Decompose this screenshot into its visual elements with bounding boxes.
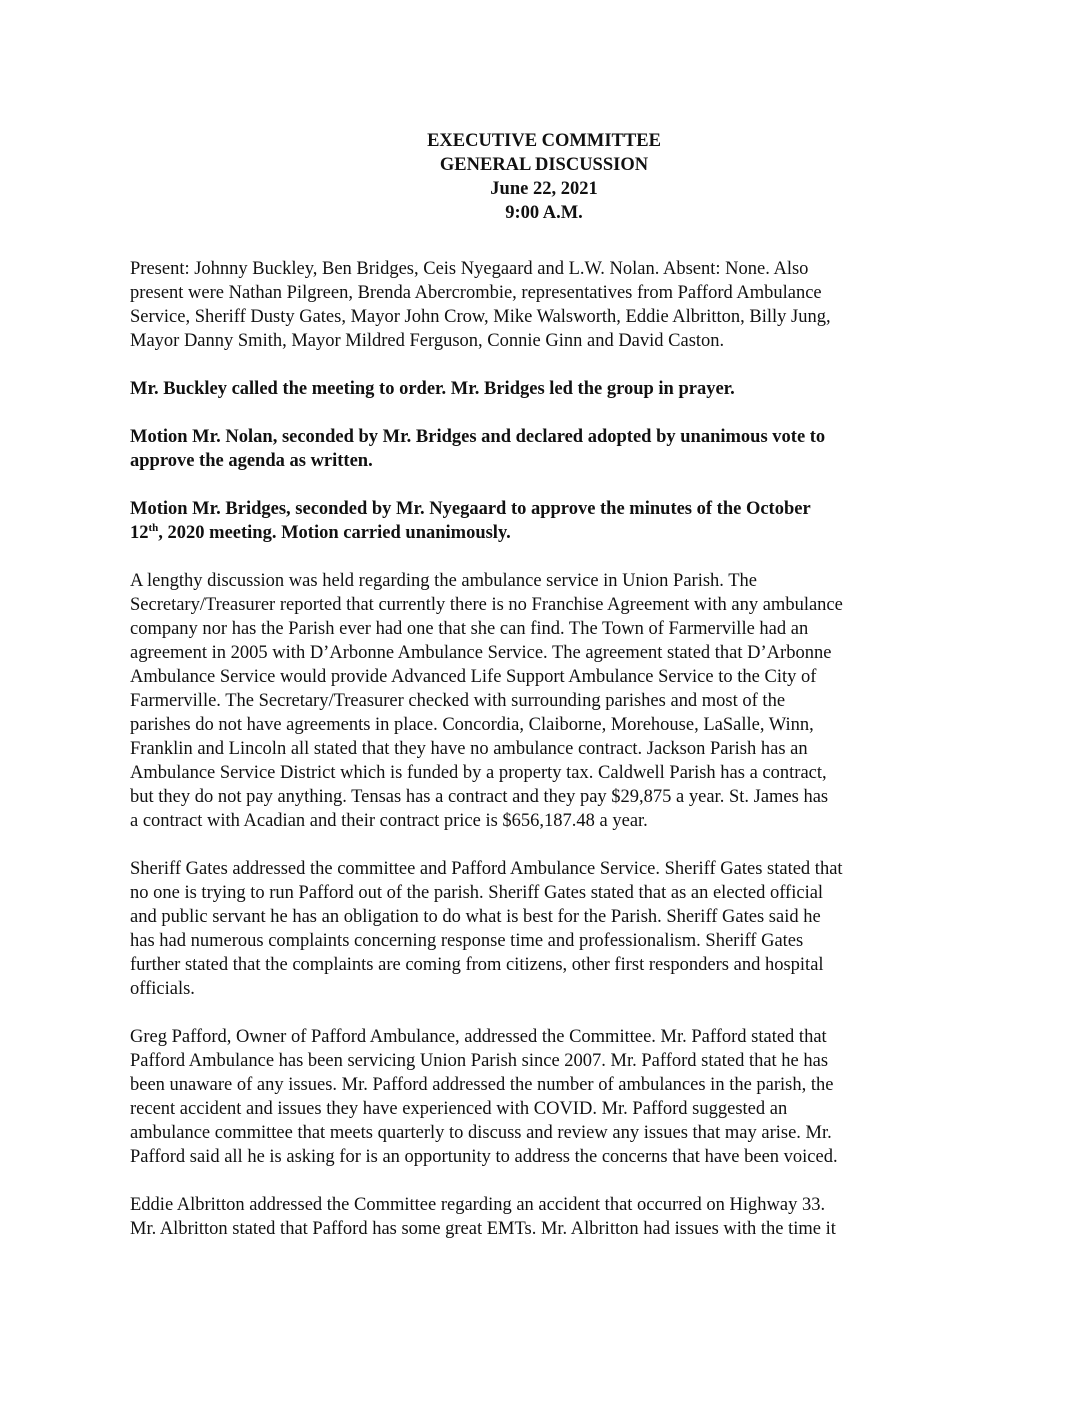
document-body [130,257,960,1265]
ambulance-discussion-line: agreement in 2005 with D’Arbonne Ambulance Service. The agreement stated that D’Arbonne [130,643,832,663]
call-to-order-line: Mr. Buckley called the meeting to order. Mr. Bridges led the group in prayer. [130,379,735,399]
sheriff-gates-paragraph [130,857,960,1001]
attendance-line: Present: Johnny Buckley, Ben Bridges, Ceis Nyegaard and L.W. Nolan. Absent: None. Also [130,259,809,279]
motion-minutes-line: Motion Mr. Bridges, seconded by Mr. Nyegaard to approve the minutes of the October [130,499,811,519]
meeting-date: June 22, 2021 [490,179,598,199]
attendance-paragraph [130,257,960,353]
motion-agenda-paragraph [130,425,960,473]
eddie-albritton-paragraph [130,1193,960,1241]
ambulance-discussion-line: a contract with Acadian and their contract price is $656,187.48 a year. [130,811,648,831]
ambulance-discussion-line: Farmerville. The Secretary/Treasurer checked with surrounding parishes and most of the [130,691,786,711]
sheriff-gates-line: officials. [130,979,195,999]
ambulance-discussion-line: but they do not pay anything. Tensas has a contract and they pay $29,875 a year. St. James has [130,787,829,807]
eddie-albritton-line: Mr. Albritton stated that Pafford has some great EMTs. Mr. Albritton had issues with the time it [130,1219,836,1239]
motion-agenda-line: Motion Mr. Nolan, seconded by Mr. Bridges and declared adopted by unanimous vote to [130,427,826,447]
sheriff-gates-line: no one is trying to run Pafford out of the parish. Sheriff Gates stated that as an elected official [130,883,824,903]
motion-minutes-paragraph [130,497,960,545]
minutes-date-rest: , 2020 meeting. Motion carried unanimously. [158,523,511,543]
document-header [0,129,1088,225]
greg-pafford-line: Greg Pafford, Owner of Pafford Ambulance, addressed the Committee. Mr. Pafford stated that [130,1027,827,1047]
header-title-line-2: GENERAL DISCUSSION [439,155,649,175]
greg-pafford-line: recent accident and issues they have experienced with COVID. Mr. Pafford suggested an [130,1099,788,1119]
greg-pafford-line: Pafford Ambulance has been servicing Union Parish since 2007. Mr. Pafford stated that he has [130,1051,829,1071]
sheriff-gates-line: and public servant he has an obligation to do what is best for the Parish. Sheriff Gates said he [130,907,821,927]
minutes-date-day: 12 [130,523,149,543]
attendance-line: Service, Sheriff Dusty Gates, Mayor John Crow, Mike Walsworth, Eddie Albritton, Billy Jung, [130,307,831,327]
sheriff-gates-line: has had numerous complaints concerning response time and professionalism. Sheriff Gates [130,931,804,951]
motion-minutes-line [130,521,960,545]
eddie-albritton-line: Eddie Albritton addressed the Committee regarding an accident that occurred on Highway 33. [130,1195,826,1215]
ambulance-discussion-line: Secretary/Treasurer reported that currently there is no Franchise Agreement with any ambulance [130,595,843,615]
ordinal-suffix: th [148,522,159,534]
ambulance-discussion-line: Ambulance Service would provide Advanced Life Support Ambulance Service to the City of [130,667,817,687]
sheriff-gates-line: Sheriff Gates addressed the committee and Pafford Ambulance Service. Sheriff Gates stated that [130,859,843,879]
ambulance-discussion-line: Ambulance Service District which is funded by a property tax. Caldwell Parish has a contract, [130,763,827,783]
greg-pafford-line: Pafford said all he is asking for is an opportunity to address the concerns that have been voiced. [130,1147,838,1167]
call-to-order-paragraph [130,377,960,401]
greg-pafford-line: ambulance committee that meets quarterly to discuss and review any issues that may arise. Mr. [130,1123,832,1143]
attendance-line: Mayor Danny Smith, Mayor Mildred Ferguson, Connie Ginn and David Caston. [130,331,725,351]
header-title-line-1: EXECUTIVE COMMITTEE [427,131,661,151]
ambulance-discussion-line: company nor has the Parish ever had one that she can find. The Town of Farmerville had an [130,619,809,639]
meeting-time: 9:00 A.M. [505,203,583,223]
greg-pafford-line: been unaware of any issues. Mr. Pafford addressed the number of ambulances in the parish, the [130,1075,834,1095]
greg-pafford-paragraph [130,1025,960,1169]
sheriff-gates-line: further stated that the complaints are coming from citizens, other first responders and hospital [130,955,824,975]
motion-agenda-line: approve the agenda as written. [130,451,373,471]
attendance-line: present were Nathan Pilgreen, Brenda Abercrombie, representatives from Pafford Ambulance [130,283,822,303]
ambulance-discussion-paragraph [130,569,960,833]
ambulance-discussion-line: Franklin and Lincoln all stated that they have no ambulance contract. Jackson Parish has an [130,739,808,759]
ambulance-discussion-line: A lengthy discussion was held regarding the ambulance service in Union Parish. The [130,571,757,591]
ambulance-discussion-line: parishes do not have agreements in place. Concordia, Claiborne, Morehouse, LaSalle, Winn, [130,715,814,735]
